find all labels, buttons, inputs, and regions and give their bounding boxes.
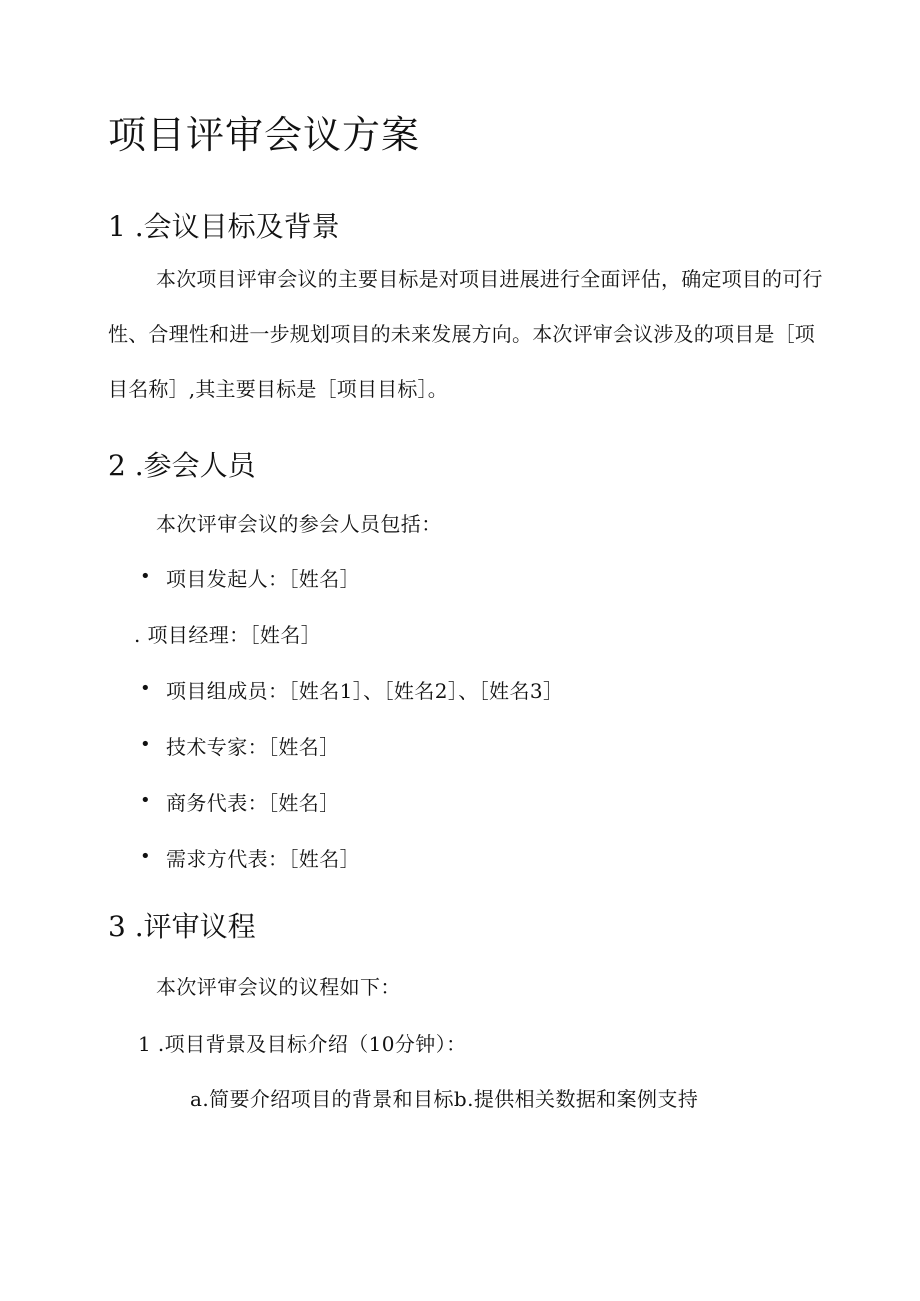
document-title: 项目评审会议方案 <box>108 113 421 157</box>
attendee-text: 技术专家：［姓名］ <box>166 735 340 759</box>
attendee-text: 需求方代表：［姓名］ <box>166 847 360 871</box>
section-3-intro: 本次评审会议的议程如下： <box>156 975 401 999</box>
bullet-marker: • <box>140 678 151 699</box>
agenda-item: 1 .项目背景及目标介绍（10分钟）： <box>138 1032 467 1056</box>
section-2-heading: 2 .参会人员 <box>108 449 256 482</box>
attendee-text: 项目发起人：［姓名］ <box>166 567 360 591</box>
bullet-marker: • <box>140 734 151 755</box>
bullet-marker: • <box>140 846 151 867</box>
section-2-intro: 本次评审会议的参会人员包括： <box>156 512 442 536</box>
attendee-text: 商务代表：［姓名］ <box>166 791 340 815</box>
section-1-heading: 1 .会议目标及背景 <box>108 210 340 243</box>
attendee-text: . 项目经理：［姓名］ <box>134 623 322 647</box>
section-1-paragraph: 本次项目评审会议的主要目标是对项目进展进行全面评估，确定项目的可行性、合理性和进一步规划项目的未来发展方向。本次评审会议涉及的项目是［项目名称］,其主要目标是［项目目标］。 <box>108 267 823 401</box>
attendee-text: 项目组成员：［姓名1］、［姓名2］、［姓名3］ <box>166 679 564 703</box>
bullet-marker: • <box>140 790 151 811</box>
agenda-detail: a.简要介绍项目的背景和目标b.提供相关数据和案例支持 <box>190 1087 699 1111</box>
bullet-marker: • <box>140 566 151 587</box>
section-3-heading: 3 .评审议程 <box>108 910 256 943</box>
